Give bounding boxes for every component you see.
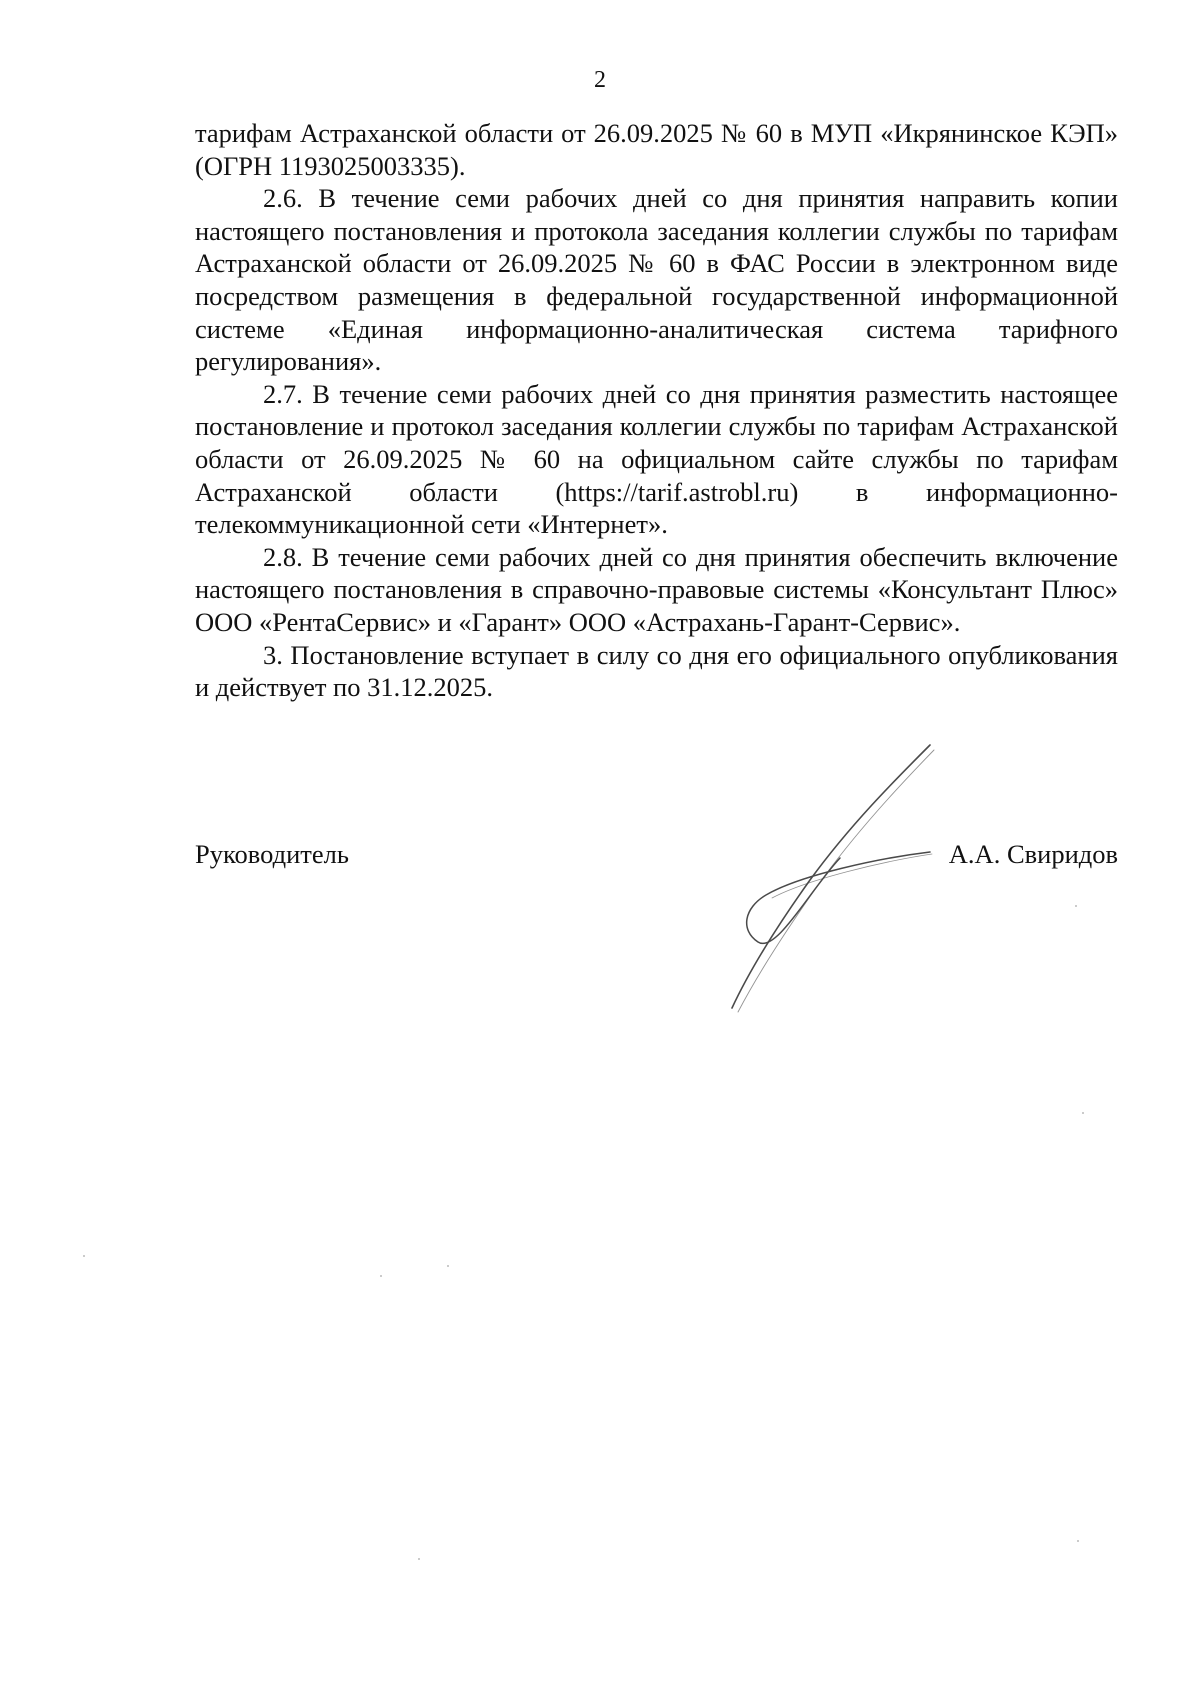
scan-speck [418, 1558, 420, 1560]
page-number: 2 [594, 67, 606, 93]
scan-speck [1075, 905, 1077, 907]
signatory-name: А.А. Свиридов [948, 839, 1118, 869]
scan-speck [380, 1275, 382, 1277]
signature-stroke [738, 750, 934, 1012]
paragraph-2-6: 2.6. В течение семи рабочих дней со дня принятия направить копии настоящего постановления и протокола заседания коллегии службы по тарифам Астраханской области от 26.09.2025 № 60 в ФАС России в электронном виде посредством размещения в федеральной государственной информационной системе «Единая информационно-аналитическая система тарифного регулирования». [195, 183, 1118, 377]
signature-stroke [772, 854, 932, 898]
paragraph-2-7: 2.7. В течение семи рабочих дней со дня принятия разместить настоящее постановление и протокол заседания коллегии службы по тарифам Астраханской области от 26.09.2025 № 60 на официальном сайте службы по тарифам Астраханской области (https://tarif.astrobl.ru) в информационно-телекоммуникационной сети «Интернет». [195, 378, 1118, 540]
scan-speck [1082, 1112, 1084, 1114]
scan-speck [447, 1265, 449, 1267]
signature-stroke [747, 852, 930, 943]
scan-speck [1077, 1540, 1079, 1542]
handwritten-signature [680, 740, 940, 1020]
paragraph-continuation: тарифам Астраханской области от 26.09.2025 № 60 в МУП «Икрянинское КЭП» (ОГРН 1193025003335). [195, 118, 1118, 181]
paragraph-3: 3. Постановление вступает в силу со дня его официального опубликования и действует по 31.12.2025. [195, 639, 1118, 703]
paragraph-2-8: 2.8. В течение семи рабочих дней со дня принятия обеспечить включение настоящего постановления в справочно-правовые системы «Консультант Плюс» ООО «РентаСервис» и «Гарант» ООО «Астрахань-Гарант-Сервис». [195, 541, 1118, 637]
document-body [195, 117, 1118, 704]
scan-speck [83, 1255, 85, 1257]
signatory-title: Руководитель [195, 839, 349, 869]
